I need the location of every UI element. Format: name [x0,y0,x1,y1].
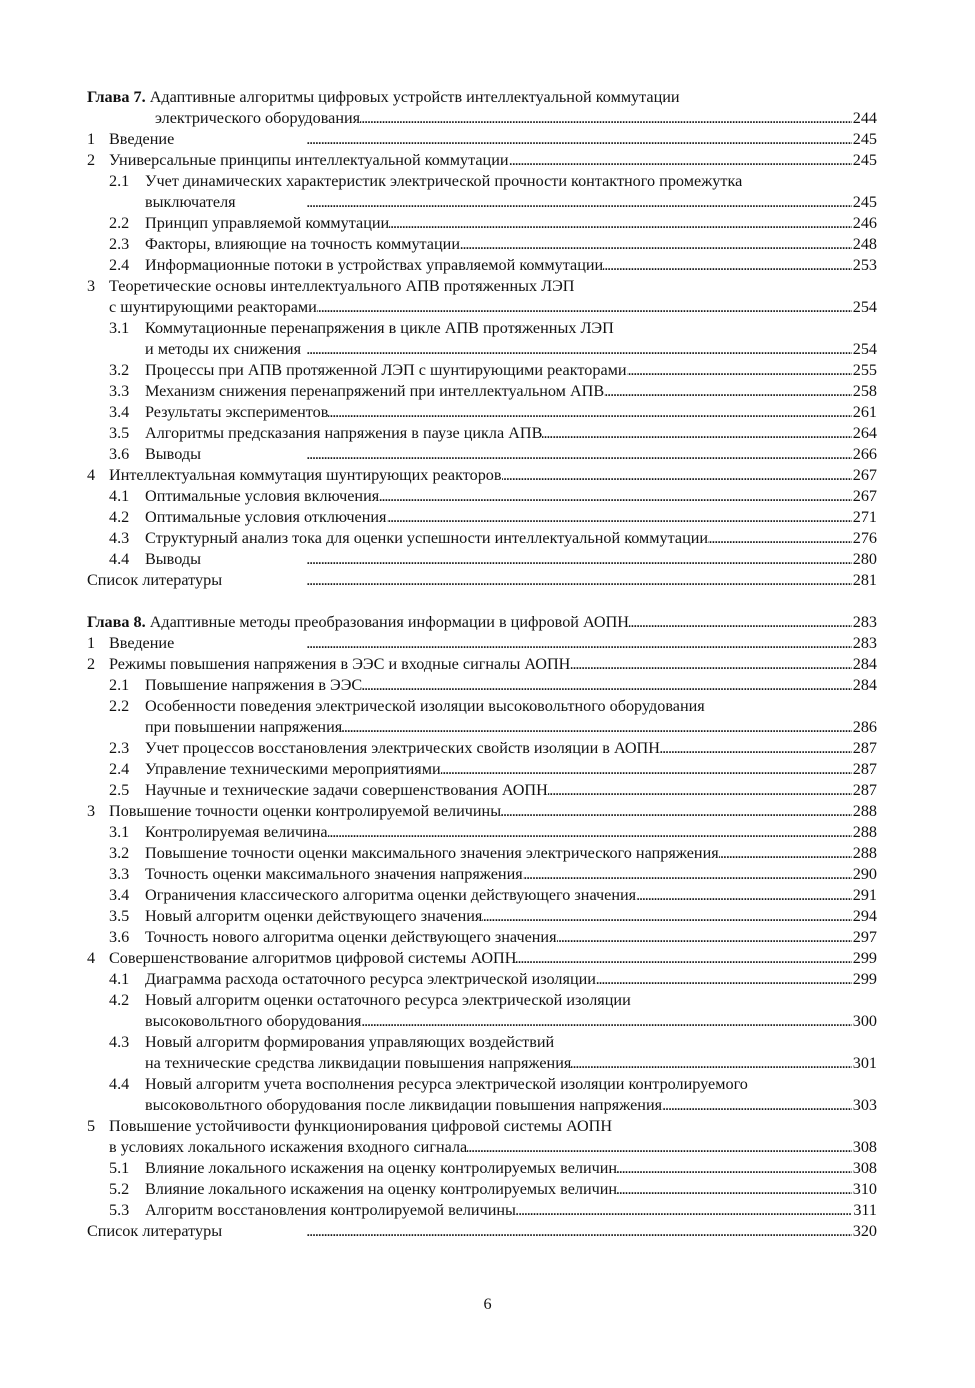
table-of-contents [87,87,877,1242]
toc-entry [87,444,877,465]
entry-title: Механизм снижения перенапряжений при интеллектуальном АПВ [145,382,605,400]
toc-line [87,444,877,465]
toc-entry [87,759,877,780]
toc-entry [87,234,877,255]
toc-entry [87,738,877,759]
toc-entry [87,402,877,423]
toc-line [87,927,877,948]
entry-title: Универсальные принципы интеллектуальной коммутации [109,151,509,169]
toc-entry [87,1221,877,1242]
section-number: 1 [87,634,96,652]
chapter-entry [87,87,877,129]
toc-line [87,318,877,339]
dot-leader [174,129,851,150]
toc-line [87,801,877,822]
dot-leader [362,675,852,696]
dot-leader [516,1200,852,1221]
toc-line [87,1095,877,1116]
toc-line [87,969,877,990]
toc-line [87,87,877,108]
entry-title: Интеллектуальная коммутация шунтирующих реакторов [109,466,502,484]
page-ref: 254 [852,340,877,358]
toc-entry [87,213,877,234]
section-number: 4.3 [109,529,130,547]
section-number: 2.1 [109,172,130,190]
toc-entry [87,1179,877,1200]
entry-title: Повышение точности оценки максимального значения электрического напряжения [145,844,719,862]
entry-title: Принцип управляемой коммутации [145,214,390,232]
entry-title: в условиях локального искажения входного сигнала [109,1138,468,1156]
page-ref: 308 [852,1159,877,1177]
dot-leader [516,948,851,969]
section-number: 4.2 [109,508,130,526]
page-ref: 284 [852,676,877,694]
dot-leader [636,885,852,906]
section-number: 2.2 [109,214,130,232]
toc-line [87,276,877,297]
page-ref: 267 [852,487,877,505]
dot-leader [627,360,852,381]
page-ref: 283 [852,634,877,652]
page-ref: 297 [852,928,877,946]
section-number: 3.5 [109,424,130,442]
page-ref: 246 [852,214,877,232]
entry-title: Новый алгоритм оценки действующего значения [145,907,483,925]
page-ref: 299 [852,949,877,967]
dot-leader [557,927,852,948]
toc-entry [87,990,877,1032]
toc-entry [87,948,877,969]
toc-line [87,339,877,360]
toc-entry [87,570,877,591]
toc-line [87,1200,877,1221]
entry-title: Теоретические основы интеллектуального АПВ протяженных ЛЭП [109,277,575,295]
toc-line [87,402,877,423]
section-gap [87,591,877,612]
toc-entry [87,696,877,738]
toc-entry [87,780,877,801]
dot-leader [236,192,852,213]
page-ref: 244 [852,109,877,127]
page-ref: 276 [852,529,877,547]
section-number: 4.3 [109,1033,130,1051]
toc-entry [87,171,877,213]
entry-title: Результаты экспериментов [145,403,329,421]
section-number: 2.2 [109,697,130,715]
page-ref: 301 [852,1054,877,1072]
page-ref: 264 [852,424,877,442]
entry-title: Влияние локального искажения на оценку контролируемых величин [145,1159,618,1177]
toc-entry [87,486,877,507]
dot-leader [317,297,852,318]
section-number: 5.1 [109,1159,130,1177]
page-ref: 308 [852,1138,877,1156]
toc-line [87,885,877,906]
dot-leader [662,1095,852,1116]
toc-line [87,1032,877,1053]
chapter-label: Глава 8. [87,613,146,631]
page-ref: 299 [852,970,877,988]
toc-entry [87,801,877,822]
chapter-entry [87,612,877,633]
dot-leader [523,864,852,885]
page-ref: 320 [852,1222,877,1240]
dot-leader [570,654,851,675]
toc-line [87,171,877,192]
page-ref: 310 [852,1180,877,1198]
page-ref: 254 [852,298,877,316]
toc-entry [87,318,877,360]
section-number: 2.3 [109,739,130,757]
page-ref: 287 [852,739,877,757]
section-number: 1 [87,130,96,148]
dot-leader [482,906,851,927]
toc-entry [87,633,877,654]
dot-leader [222,1221,852,1242]
toc-entry [87,381,877,402]
page-ref: 291 [852,886,877,904]
toc-entry [87,864,877,885]
section-number: 4.4 [109,550,130,568]
section-number: 2 [87,151,96,169]
toc-entry [87,507,877,528]
toc-entry [87,1032,877,1074]
toc-line [87,1137,877,1158]
entry-title: Особенности поведения электрической изоляции высоковольтного оборудования [145,697,705,715]
toc-entry [87,906,877,927]
section-number: 2 [87,655,96,673]
section-number: 3 [87,277,96,295]
toc-line [87,654,877,675]
toc-line [87,507,877,528]
section-number: 3.1 [109,319,130,337]
toc-entry [87,885,877,906]
entry-title: Адаптивные методы преобразования информации в цифровой АОПН [149,613,629,631]
dot-leader [660,738,852,759]
toc-entry [87,423,877,444]
entry-title: Алгоритм восстановления контролируемой величины [145,1201,516,1219]
toc-entry [87,654,877,675]
page-ref: 280 [852,550,877,568]
toc-line [87,738,877,759]
toc-line [87,1011,877,1032]
section-number: 3.3 [109,382,130,400]
dot-leader [328,402,851,423]
toc-line [87,675,877,696]
entry-title: Новый алгоритм учета восполнения ресурса электрической изоляции контролируемого [145,1075,748,1093]
entry-title: при повышении напряжения [145,718,343,736]
page-ref: 288 [852,844,877,862]
entry-title: высоковольтного оборудования [145,1012,362,1030]
entry-title: Контролируемая величина [145,823,328,841]
toc-line [87,612,877,633]
toc-line [87,150,877,171]
section-number: 2.4 [109,760,130,778]
page-ref: 284 [852,655,877,673]
toc-entry [87,549,877,570]
dot-leader [548,780,852,801]
toc-entry [87,969,877,990]
section-number: 2.3 [109,235,130,253]
entry-title: Структурный анализ тока для оценки успешности интеллектуальной коммутации [145,529,709,547]
entry-title: с шунтирующими реакторами [109,298,317,316]
toc-line [87,1053,877,1074]
dot-leader [708,528,852,549]
page-ref: 300 [852,1012,877,1030]
section-number: 2.1 [109,676,130,694]
page-ref: 287 [852,781,877,799]
dot-leader [362,1011,852,1032]
page-ref: 294 [852,907,877,925]
entry-title: Ограничения классического алгоритма оценки действующего значения [145,886,637,904]
dot-leader [571,1053,851,1074]
entry-title: Коммутационные перенапряжения в цикле АПВ протяженных ЛЭП [145,319,614,337]
toc-entry [87,927,877,948]
toc-entry [87,528,877,549]
toc-line [87,843,877,864]
section-number: 2.5 [109,781,130,799]
entry-title: Список литературы [87,1222,223,1240]
section-number: 2.4 [109,256,130,274]
section-number: 4 [87,466,96,484]
section-number: 3.2 [109,844,130,862]
entry-title: высоковольтного оборудования после ликвидации повышения напряжения [145,1096,663,1114]
section-number: 5 [87,1117,96,1135]
entry-title: Повышение точности оценки контролируемой величины [109,802,502,820]
toc-line [87,1074,877,1095]
entry-title: Выводы [145,445,201,463]
section-number: 5.2 [109,1180,130,1198]
dot-leader [460,234,852,255]
dot-leader [604,381,852,402]
dot-leader [617,1158,852,1179]
entry-title: Список литературы [87,571,223,589]
toc-line [87,1116,877,1137]
toc-entry [87,360,877,381]
dot-leader [379,486,852,507]
page-ref: 248 [852,235,877,253]
toc-line [87,1221,877,1242]
section-number: 3.6 [109,445,130,463]
toc-entry [87,276,877,318]
toc-line [87,129,877,150]
dot-leader [596,969,852,990]
dot-leader [603,255,852,276]
dot-leader [301,339,852,360]
dot-leader [389,213,852,234]
toc-line [87,864,877,885]
entry-title: Факторы, влияющие на точность коммутации [145,235,460,253]
dot-leader [174,633,851,654]
toc-entry [87,1158,877,1179]
entry-title: Научные и технические задачи совершенствования АОПН [145,781,548,799]
dot-leader [328,822,852,843]
section-number: 3.2 [109,361,130,379]
entry-title: Учет процессов восстановления электрических свойств изоляции в АОПН [145,739,660,757]
toc-entry [87,843,877,864]
dot-leader [617,1179,852,1200]
toc-line [87,759,877,780]
toc-line [87,297,877,318]
toc-entry [87,465,877,486]
section-number: 3.1 [109,823,130,841]
toc-entry [87,1074,877,1116]
page-ref: 286 [852,718,877,736]
dot-leader [542,423,851,444]
toc-line [87,486,877,507]
toc-line [87,381,877,402]
page-ref: 281 [852,571,877,589]
entry-title: Совершенствование алгоритмов цифровой системы АОПН [109,949,517,967]
page-ref: 245 [852,151,877,169]
section-number: 3.6 [109,928,130,946]
dot-leader [342,717,852,738]
toc-line [87,360,877,381]
section-number: 4.1 [109,970,130,988]
toc-line [87,234,877,255]
toc-line [87,213,877,234]
toc-line [87,1158,877,1179]
section-number: 3 [87,802,96,820]
page-ref: 311 [853,1201,877,1219]
toc-entry [87,1116,877,1158]
entry-title: выключателя [145,193,236,211]
toc-line [87,570,877,591]
page-ref: 245 [852,130,877,148]
dot-leader [441,759,852,780]
dot-leader [222,570,852,591]
entry-title: Выводы [145,550,201,568]
entry-title: Повышение устойчивости функционирования цифровой системы АОПН [109,1117,613,1135]
dot-leader [467,1137,851,1158]
toc-entry [87,1200,877,1221]
entry-title: Процессы при АПВ протяженной ЛЭП с шунтирующими реакторами [145,361,627,379]
section-number: 3.4 [109,403,130,421]
entry-title: Диаграмма расхода остаточного ресурса электрической изоляции [145,970,596,988]
toc-line [87,906,877,927]
page-ref: 288 [852,802,877,820]
toc-line [87,633,877,654]
toc-line [87,1179,877,1200]
entry-title: Информационные потоки в устройствах управляемой коммутации [145,256,604,274]
toc-line [87,822,877,843]
toc-entry [87,150,877,171]
entry-title: Точность оценки максимального значения напряжения [145,865,523,883]
entry-title: Адаптивные алгоритмы цифровых устройств интеллектуальной коммутации [149,88,680,106]
entry-title: и методы их снижения [145,340,302,358]
toc-line [87,549,877,570]
toc-line [87,948,877,969]
page-ref: 287 [852,760,877,778]
dot-leader [629,612,852,633]
page-ref: 245 [852,193,877,211]
toc-line [87,255,877,276]
toc-line [87,192,877,213]
toc-line [87,465,877,486]
page-ref: 290 [852,865,877,883]
section-number: 3.4 [109,886,130,904]
toc-entry [87,675,877,696]
entry-title: Введение [109,130,175,148]
section-number: 3.5 [109,907,130,925]
entry-title: Алгоритмы предсказания напряжения в паузе цикла АПВ [145,424,543,442]
entry-title: Точность нового алгоритма оценки действующего значения [145,928,557,946]
entry-title: Введение [109,634,175,652]
page-number: 6 [483,1295,492,1313]
entry-title: на технические средства ликвидации повышения напряжения [145,1054,572,1072]
chapter-label: Глава 7. [87,88,146,106]
toc-line [87,717,877,738]
section-number: 4 [87,949,96,967]
entry-title: Режимы повышения напряжения в ЭЭС и входные сигналы АОПН [109,655,571,673]
entry-title: Учет динамических характеристик электрической прочности контактного промежутка [145,172,743,190]
toc-line [87,528,877,549]
page-ref: 288 [852,823,877,841]
dot-leader [387,507,852,528]
entry-title: Влияние локального искажения на оценку контролируемых величин [145,1180,618,1198]
entry-title: Повышение напряжения в ЭЭС [145,676,363,694]
toc-line [87,423,877,444]
entry-title: Оптимальные условия включения [145,487,380,505]
page-ref: 283 [852,613,877,631]
dot-leader [360,108,852,129]
section-number: 4.1 [109,487,130,505]
entry-title: Новый алгоритм оценки остаточного ресурса электрической изоляции [145,991,631,1009]
dot-leader [719,843,852,864]
entry-title: электрического оборудования [155,109,361,127]
toc-line [87,108,877,129]
toc-entry [87,822,877,843]
toc-entry [87,255,877,276]
page-ref: 303 [852,1096,877,1114]
page-ref: 271 [852,508,877,526]
toc-entry [87,129,877,150]
section-number: 3.3 [109,865,130,883]
page-ref: 258 [852,382,877,400]
page-ref: 266 [852,445,877,463]
page-ref: 261 [852,403,877,421]
entry-title: Оптимальные условия отключения [145,508,387,526]
page-ref: 267 [852,466,877,484]
toc-line [87,696,877,717]
page-ref: 255 [852,361,877,379]
dot-leader [502,465,852,486]
entry-title: Новый алгоритм формирования управляющих воздействий [145,1033,555,1051]
dot-leader [201,444,852,465]
dot-leader [509,150,852,171]
section-number: 4.2 [109,991,130,1009]
entry-title: Управление техническими мероприятиями [145,760,441,778]
section-number: 4.4 [109,1075,130,1093]
section-number: 5.3 [109,1201,130,1219]
toc-line [87,990,877,1011]
page-ref: 253 [852,256,877,274]
dot-leader [201,549,852,570]
toc-line [87,780,877,801]
dot-leader [501,801,852,822]
